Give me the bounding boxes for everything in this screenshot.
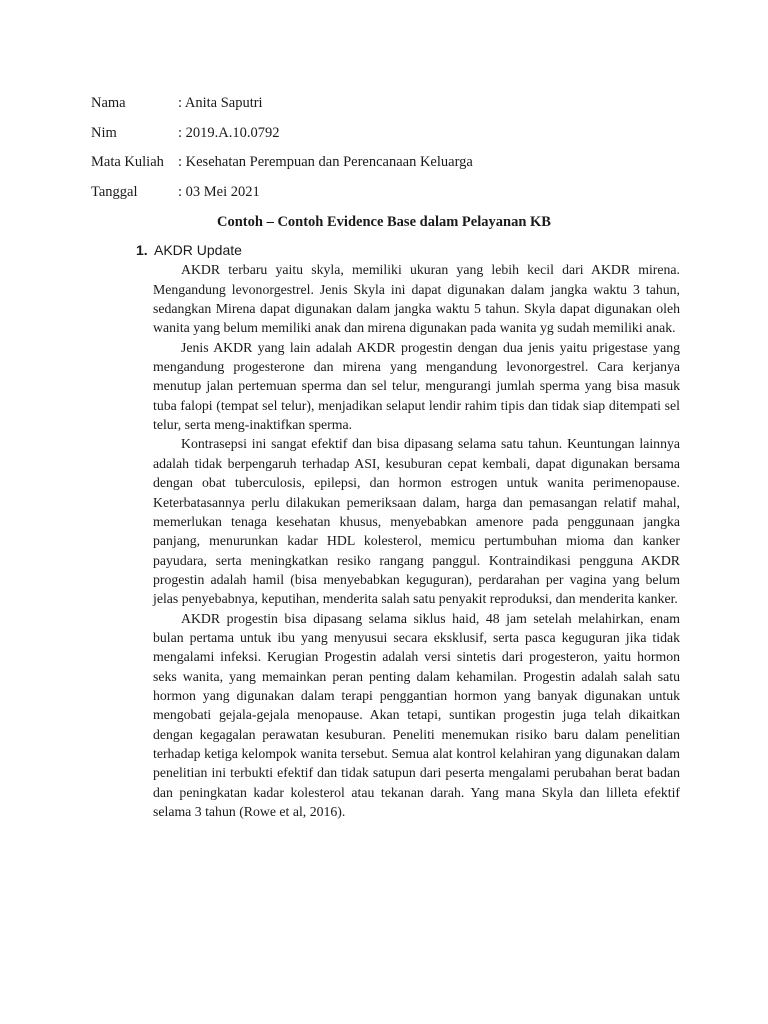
info-value: : Anita Saputri — [178, 95, 263, 111]
info-value: : Kesehatan Perempuan dan Perencanaan Keluarga — [178, 154, 473, 170]
section-heading: AKDR Update — [154, 242, 242, 258]
info-row-mata-kuliah — [91, 152, 691, 182]
info-value: : 03 Mei 2021 — [178, 183, 260, 200]
info-label: Tanggal — [91, 183, 138, 200]
info-label: Nama — [91, 95, 126, 111]
info-label: Nim — [91, 124, 117, 141]
student-info-block — [91, 93, 691, 211]
info-row-nim — [91, 123, 691, 153]
paragraph: AKDR terbaru yaitu skyla, memiliki ukuran yang lebih kecil dari AKDR mirena. Mengandung levonorgestrel. Jenis Skyla ini dapat digunakan dalam jangka waktu 3 tahun, sedangkan Mirena dapat digunakan dalam jangka waktu 5 tahun. Skyla dapat digunakan oleh wanita yang belum memiliki anak dan mirena digunakan pada wanita yg sudah memiliki anak. — [153, 262, 680, 336]
section-body — [153, 260, 680, 821]
paragraph: Jenis AKDR yang lain adalah AKDR progestin dengan dua jenis yaitu prigestase yang mengandung progesterone dan mirena yang mengandung levonorgestrel. Cara kerjanya menutup jalan pertemuan sperma dan sel telur, mengurangi jumlah sperma yang bisa masuk tuba falopi (tempat sel telur), menjadikan selaput lendir rahim tipis dan tidak siap ditempati sel telur, serta meng-inaktifkan sperma. — [153, 339, 680, 433]
numbered-list — [136, 241, 680, 821]
list-item-heading — [136, 241, 680, 260]
info-label: Mata Kuliah — [91, 154, 164, 170]
document-title: Contoh – Contoh Evidence Base dalam Pelayanan KB — [217, 214, 551, 230]
paragraph: Kontrasepsi ini sangat efektif dan bisa dipasang selama satu tahun. Keuntungan lainnya adalah tidak berpengaruh terhadap ASI, kesuburan cepat kembali, dapat digunakan bersama dengan obat tuberculosis, epilepsi, dan hormon estrogen untuk wanita perimenopause. Keterbatasannya perlu dilakukan pemeriksaan dalam, harga dan pemasangan relatif mahal, memerlukan tenaga kesehatan khusus, menyebabkan amenore pada penggunaan jangka panjang, menurunkan kadar HDL kolesterol, memicu pertumbuhan mioma dan kanker payudara, serta meningkatkan resiko rangang panggul. Kontraindikasi pengguna AKDR progestin adalah hamil (bisa menyebabkan keguguran), perdarahan per vagina yang belum jelas penyebabnya, keputihan, menderita salah satu penyakit reproduksi, dan menderita kanker. — [153, 436, 680, 607]
info-row-nama — [91, 93, 691, 123]
info-row-tanggal — [91, 182, 691, 212]
paragraph: AKDR progestin bisa dipasang selama siklus haid, 48 jam setelah melahirkan, enam bulan pertama untuk ibu yang menyusui secara eksklusif, serta pasca keguguran jika tidak mengalami infeksi. Kerugian Progestin adalah versi sintetis dari progesteron, yaitu hormon seks wanita, yang memainkan peran penting dalam kehamilan. Progestin adalah salah satu hormon yang digunakan dalam terapi penggantian hormon yang banyak digunakan untuk mengobati gejala-gejala menopause. Akan tetapi, suntikan progestin juga telah dikaitkan dengan kegagalan perawatan kesuburan. Peneliti menemukan risiko baru dalam penelitian terhadap ketiga kelompok wanita tersebut. Semua alat kontrol kelahiran yang digunakan dalam penelitian ini terbukti efektif dan tidak satupun dari peserta mengalami perubahan berat badan dan peningkatan kadar kolesterol atau tekanan darah. Yang mana Skyla dan lilleta efektif selama 3 tahun (Rowe et al, 2016). — [153, 610, 680, 820]
list-item-number: 1. — [136, 242, 148, 258]
info-value: : 2019.A.10.0792 — [178, 124, 280, 141]
